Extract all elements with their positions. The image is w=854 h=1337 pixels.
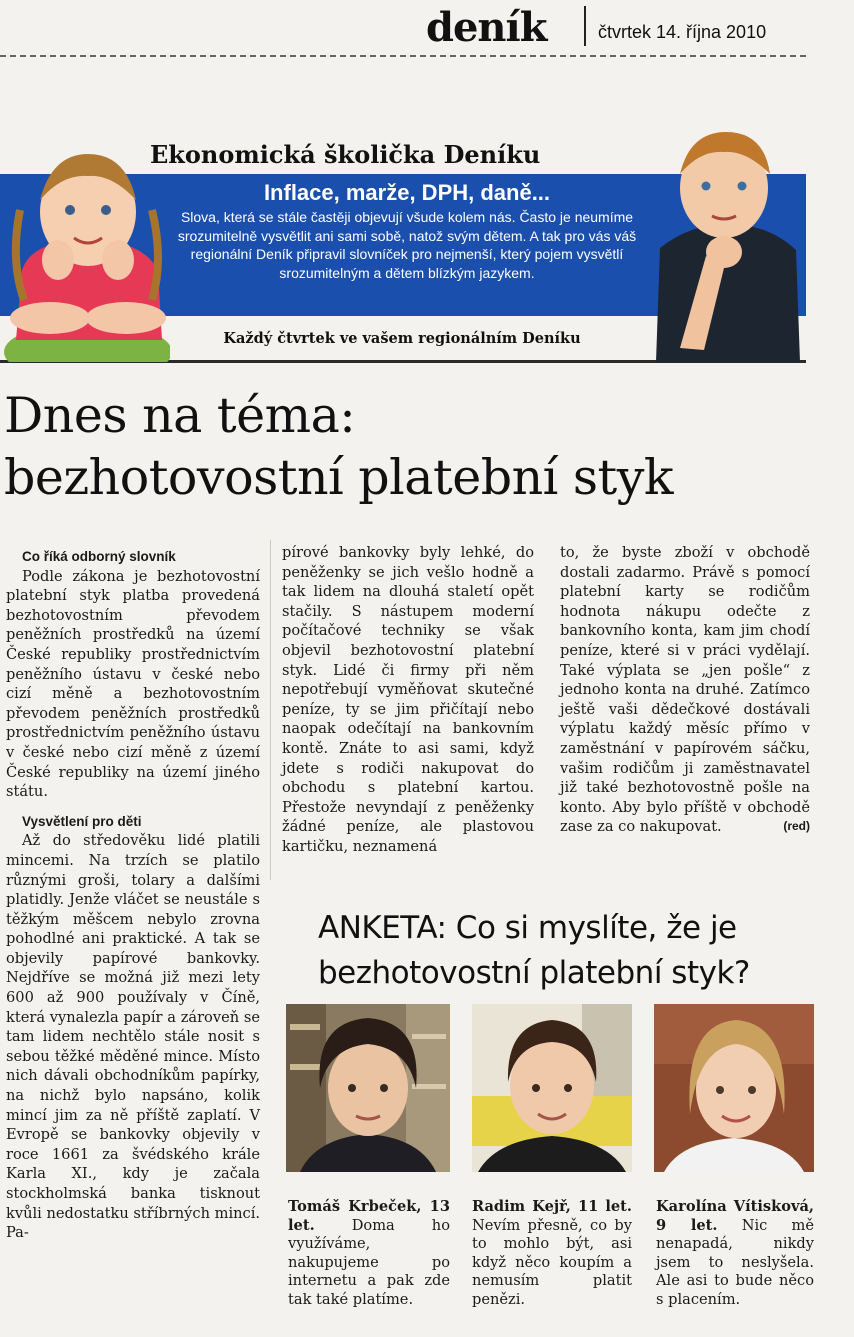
issue-date: čtvrtek 14. října 2010 <box>598 22 767 42</box>
promo-banner-footer: Každý čtvrtek ve vašem regionálním Deníku <box>223 330 581 347</box>
section-text-kids: Až do středověku lidé platili mincemi. Na trzích se platilo různými groši, tolary a dalšími platidly. Jenže vláčet se neustále s těžkým měšcem nebylo zrovna pohodlné ani praktické. A tak se objevily papírové bankovky. Nejdříve se možná již mezi lety 600 až 900 používaly v Číně, která vynalezla papír a zároveň se tam lidem nechtělo stále nosit s sebou těžké měděné mince. Místo nich dávali obchodníkům papírky, na nichž bylo napsáno, kolik mincí jim za ně příště zaplatí. V Evropě se bankovky objevily v roce 1661 za švédského krále Karla XI., kdy je začala stockholmská banka tisknout kvůli nedostatku stříbrných mincí. Pa- <box>6 832 260 1242</box>
header-dashed-rule <box>0 55 806 57</box>
poll-answer-3 <box>656 1198 814 1310</box>
section-text-dictionary: Podle zákona je bezhotovostní platební styk platba provedená bezhotovostním převodem peněžních prostředků na území České republiky prostřednictvím peněžního ústavu v české nebo cizí měně a bezhotovostním převodem peněžních prostředků prostřednictvím peněžního ústavu v české nebo cizí měně z území České republiky na území jiného státu. <box>6 567 260 801</box>
poll-title: ANKETA: Co si myslíte, že je bezhotovostní platební styk? <box>318 910 750 991</box>
poll-answer-2 <box>472 1198 632 1310</box>
author-signature: (red) <box>783 819 810 834</box>
article-text-ending-body: to, že byste zboží v obchodě dostali zadarmo. Právě s pomocí platební karty se rodičům hodnota nákupu odečte z bankovního konta, kam jim chodí peníze, které si v práci vydělají. Také výplata se „jen pošle“ z jednoho konta na druhé. Zatímco ještě vaši dědečkové dostávali výplatu každý měsíc přímo v zaměstnání v papírovém sáčku, vašim rodičům ji zaměstnavatel již také bezhotovostně pošle na konto. Aby bylo příště v obchodě zase za co nakupovat. <box>560 544 810 836</box>
article-column-1 <box>6 547 260 1243</box>
column-divider <box>270 540 271 880</box>
girl-photo <box>2 140 170 362</box>
respondent-name-2: Radim Kejř, 11 let. <box>472 1198 632 1215</box>
article-column-2 <box>282 543 534 857</box>
respondent-photo-1 <box>286 1004 450 1172</box>
respondent-name-1: Tomáš Krbeček, 13 let. <box>288 1198 450 1234</box>
promo-banner-title: Ekonomická školička Deníku <box>150 140 541 169</box>
promo-banner-text: Slova, která se stále častěji objevují všude kolem nás. Často je neumíme srozumitelně vysvětlit ani sami sobě, natož svým dětem. A tak pro vás váš regionální Deník připravil slovníček pro nejmenší, který pojem vysvětlí srozumitelným a dětem blízkým jazykem. <box>177 209 637 281</box>
respondent-answer-1: Doma ho využíváme, nakupujeme po internetu a pak zde tak také platíme. <box>288 1216 450 1308</box>
promo-banner-heading: Inflace, marže, DPH, daně... <box>263 180 551 205</box>
section-heading-dictionary: Co říká odborný slovník <box>22 549 176 564</box>
respondent-answer-2: Nevím přesně, co by to mohlo být, asi když něco koupím a nemusím platit penězi. <box>472 1216 632 1308</box>
boy-photo <box>650 128 806 362</box>
masthead-logo: deník <box>426 4 547 51</box>
respondent-photo-3 <box>654 1004 814 1172</box>
respondent-answer-3: Nic mě nenapadá, nikdy jsem to neslyšela. Ale asi to bude něco s placením. <box>656 1216 814 1308</box>
article-text-ending <box>560 543 810 837</box>
section-heading-kids: Vysvětlení pro děti <box>22 813 142 829</box>
article-text-continued: pírové bankovky byly lehké, do peněženky se jich vešlo hodně a tak lidem na dlouhá staletí opět stačily. S nástupem moderní počítačové techniky se však objevil bezhotovostní platební styk. Lidé či firmy při něm nepotřebují vyměňovat skutečné peníze, ty se jim přičítají nebo naopak odečítají na bankovním kontě. Znáte to asi sami, když jdete s rodiči nakupovat do obchodu s platební kartou. Přestože nevyndají z peněženky žádné peníze, ale plastovou kartičku, neznamená <box>282 544 534 855</box>
respondent-name-3: Karolína Vítisková, 9 let. <box>656 1198 814 1234</box>
article-column-3 <box>560 543 810 837</box>
respondent-photo-2 <box>472 1004 632 1172</box>
article-headline: Dnes na téma: bezhotovostní platební styk <box>4 387 674 506</box>
header-divider <box>584 6 586 46</box>
poll-answer-1 <box>288 1198 450 1310</box>
